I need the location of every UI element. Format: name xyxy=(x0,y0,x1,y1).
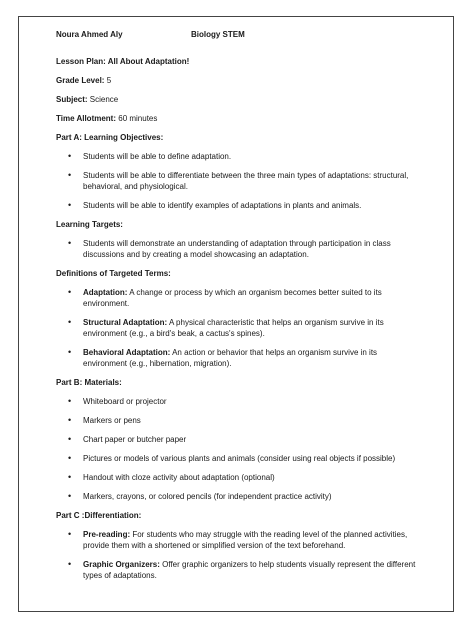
document-content xyxy=(56,29,416,589)
differentiation-text: Offer graphic organizers to help students visually represent the different types of adaptations. xyxy=(83,560,416,580)
course-name: Biology STEM xyxy=(191,30,245,39)
objectives-list xyxy=(56,151,416,211)
section-heading-definitions: Definitions of Targeted Terms: xyxy=(56,269,171,278)
differentiation-term: Pre-reading: xyxy=(83,530,131,539)
author-name: Noura Ahmed Aly xyxy=(56,30,123,39)
list-item: • Students will demonstrate an understanding of adaptation through participation in class discussions and by creating a model showcasing an adaptation. xyxy=(56,238,416,260)
list-item: • Pictures or models of various plants and animals (consider using real objects if possible) xyxy=(56,453,416,464)
definition-text: A physical characteristic that helps an organism survive in its environment (e.g., a bird's beak, a cactus's spines). xyxy=(83,318,384,338)
differentiation-item xyxy=(56,559,416,581)
section-heading-targets: Learning Targets: xyxy=(56,220,123,229)
definition-term: Structural Adaptation: xyxy=(83,318,168,327)
list-item: • Students will be able to differentiate between the three main types of adaptations: structural, behavioral, and physiological. xyxy=(56,170,416,192)
differentiation-list xyxy=(56,529,416,581)
list-item: • Chart paper or butcher paper xyxy=(56,434,416,445)
definition-term: Behavioral Adaptation: xyxy=(83,348,171,357)
list-item: • Students will be able to define adaptation. xyxy=(56,151,416,162)
differentiation-item xyxy=(56,529,416,551)
grade-level-value: 5 xyxy=(104,76,112,85)
differentiation-term: Graphic Organizers: xyxy=(83,560,160,569)
definition-item xyxy=(56,347,416,369)
list-item: • Markers or pens xyxy=(56,415,416,426)
subject-value: Science xyxy=(87,95,119,104)
definitions-list xyxy=(56,287,416,369)
materials-list xyxy=(56,396,416,502)
time-allotment-value: 60 minutes xyxy=(116,114,158,123)
list-item: • Students will be able to identify examples of adaptations in plants and animals. xyxy=(56,200,416,211)
section-heading-differentiation: Part C :Differentiation: xyxy=(56,511,142,520)
subject-line xyxy=(56,94,416,105)
time-allotment-label: Time Allotment: xyxy=(56,114,117,123)
definition-item xyxy=(56,287,416,309)
page-header xyxy=(56,29,416,40)
section-heading-objectives: Part A: Learning Objectives: xyxy=(56,133,164,142)
list-item: • Whiteboard or projector xyxy=(56,396,416,407)
definition-term: Adaptation: xyxy=(83,288,128,297)
section-heading-materials: Part B: Materials: xyxy=(56,378,122,387)
subject-label: Subject: xyxy=(56,95,88,104)
grade-level-label: Grade Level: xyxy=(56,76,105,85)
grade-level-line xyxy=(56,75,416,86)
definition-text: An action or behavior that helps an organism survive in its environment (e.g., hibernation, migration). xyxy=(83,348,378,368)
time-allotment-line xyxy=(56,113,416,124)
lesson-plan-title: Lesson Plan: All About Adaptation! xyxy=(56,57,190,66)
definition-text: A change or process by which an organism becomes better suited to its environment. xyxy=(83,288,382,308)
definition-item xyxy=(56,317,416,339)
differentiation-text: For students who may struggle with the reading level of the planned activities, provide them with a shortened or simplified version of the text beforehand. xyxy=(83,530,408,550)
list-item: • Markers, crayons, or colored pencils (for independent practice activity) xyxy=(56,491,416,502)
document-page xyxy=(18,16,454,612)
targets-list xyxy=(56,238,416,260)
list-item: • Handout with cloze activity about adaptation (optional) xyxy=(56,472,416,483)
